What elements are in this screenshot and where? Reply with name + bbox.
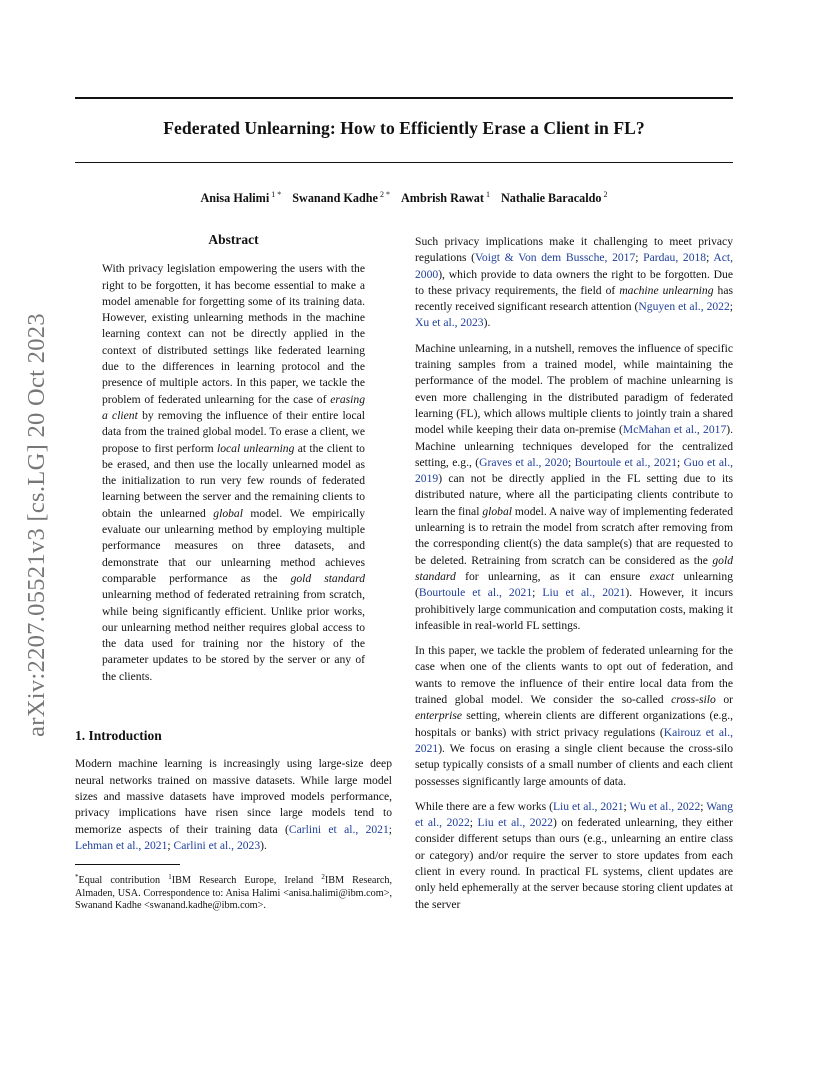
footnote-rule (75, 864, 180, 865)
author-name: Nathalie Baracaldo (500, 191, 602, 205)
abstract-heading: Abstract (208, 232, 259, 247)
body-paragraph: While there are a few works (Liu et al., 2021; Wu et al., 2022; Wang et al., 2022; Liu et al., 2022) on federated unlearning, they either consider different setups than ours (e.g., unlearning an entire class or category) and/or require the server to store updates from each client in every round. In practical FL systems, client updates are only held ephemerally at the server because storing client updates at the server (415, 799, 734, 911)
abstract-text: With privacy legislation empowering the users with the right to be forgotten, it has become essential to make a model amenable for forgetting some of its training data. However, existing unlearning methods in the machine learning context can not be directly applied in the context of distributed settings like federated learning due to the differences in learning protocol and the presence of multiple actors. In this paper, we tackle the problem of federated unlearning for the case of erasing a client by removing the influence of their entire local data from the trained global model. To erase a client, we propose to first perform local unlearning at the client to be erased, and then use the locally unlearned model as the initialization to run very few rounds of federated learning between the server and the remaining clients to obtain the unlearned global model. We empirically evaluate our unlearning method by employing multiple performance measures on three datasets, and demonstrate that our unlearning method achieves comparable performance as the gold standard unlearning method of federated retraining from scratch, while being significantly efficient. Unlike prior works, our unlearning method neither requires global access to the data used for training nor the history of the parameter updates to be stored by the server or any of the clients. (102, 262, 365, 683)
author-list (75, 190, 733, 206)
citation-link[interactable]: Liu et al., 2021 (542, 586, 626, 600)
author-name: Swanand Kadhe (292, 191, 378, 205)
citation-link[interactable]: Act, 2000 (415, 251, 733, 281)
author-name: Anisa Halimi (200, 191, 270, 205)
citation-link[interactable]: Kairouz et al., 2021 (415, 725, 733, 755)
citation-link[interactable]: Voigt & Von dem Bussche, 2017 (475, 251, 636, 265)
citation-link[interactable]: Liu et al., 2022 (477, 816, 553, 830)
right-column (415, 234, 733, 922)
citation-link[interactable]: Carlini et al., 2021 (288, 822, 389, 836)
citation-link[interactable]: Liu et al., 2021 (552, 799, 624, 813)
author-affiliation: 1 (485, 190, 490, 199)
top-rule (75, 97, 733, 99)
body-paragraph: Machine unlearning, in a nutshell, removes the influence of specific training samples from a trained model, while maintaining the performance of the model. The problem of machine unlearning is even more challenging in the distributed paradigm of federated learning (FL), which allows multiple clients to jointly train a shared model while keeping their data on-premise (McMahan et al., 2017). Machine unlearning techniques developed for the centralized setting, e.g., (Graves et al., 2020; Bourtoule et al., 2021; Guo et al., 2019) can not be directly applied in the FL setting due to its distributed nature, where all the participating clients contribute to learn the final global model. A naive way of implementing federated unlearning is to retrain the model from scratch after removing from the corresponding client(s) the data sample(s) that are requested to be deleted. Retraining from scratch can be considered as the gold standard for unlearning, as it can ensure exact unlearning (Bourtoule et al., 2021; Liu et al., 2021). However, it incurs prohibitively large communication and computation costs, making it infeasible in real-world FL settings. (415, 341, 734, 632)
citation-link[interactable]: Wu et al., 2022 (629, 799, 701, 813)
author-name: Ambrish Rawat (400, 191, 484, 205)
author-affiliation: 2 * (379, 190, 390, 199)
author-affiliation: 2 (603, 190, 608, 199)
citation-link[interactable]: Wang et al., 2022 (415, 799, 733, 830)
intro-paragraph: Modern machine learning is increasingly using large-size deep neural networks trained on massive datasets. While large model sizes and massive datasets have improved models performance, privacy implications have risen since large models tend to memorize aspects of their training data (Carlini et al., 2021; Lehman et al., 2021; Carlini et al., 2023). (75, 757, 392, 852)
author (501, 191, 608, 205)
citation-link[interactable]: Bourtoule et al., 2021 (418, 586, 533, 600)
title-bottom-rule (75, 162, 733, 163)
citation-link[interactable]: McMahan et al., 2017 (622, 423, 727, 437)
author (292, 191, 390, 205)
section-heading-introduction: 1. Introduction (75, 728, 162, 744)
citation-link[interactable]: Nguyen et al., 2022 (638, 300, 730, 314)
citation-link[interactable]: Pardau, 2018 (643, 251, 707, 265)
citation-link[interactable]: Carlini et al., 2023 (173, 838, 261, 852)
citation-link[interactable]: Xu et al., 2023 (415, 316, 484, 330)
author (200, 191, 281, 205)
body-paragraph: Such privacy implications make it challenging to meet privacy regulations (Voigt & Von dem Bussche, 2017; Pardau, 2018; Act, 2000), which provide to data owners the right to be forgotten. Due to these privacy requirements, the field of machine unlearning has recently received significant research attention (Nguyen et al., 2022; Xu et al., 2023). (415, 235, 734, 330)
body-paragraph: In this paper, we tackle the problem of federated unlearning for the case when one of the clients wants to opt out of federation, and wants to remove the influence of their entire local data from the trained global model. We consider the so-called cross-silo or enterprise setting, wherein clients are different organizations (e.g., hospitals or banks) with strict privacy regulations (Kairouz et al., 2021). We focus on erasing a single client because the cross-silo setup typically consists of a small number of clients and each client possesses significantly large amounts of data. (415, 644, 733, 788)
citation-link[interactable]: Graves et al., 2020 (479, 455, 568, 469)
author (401, 191, 490, 205)
arxiv-identifier: arXiv:2207.05521v3 [cs.LG] 20 Oct 2023 (23, 313, 50, 737)
citation-link[interactable]: Guo et al., 2019 (415, 455, 734, 486)
footnote: *Equal contribution $^1$IBM Research Europe, Ireland $^2$IBM Research, Almaden, USA. Correspondence to: Anisa Halimi <anisa.halimi@ibm.com>, Swanand Kadhe <swanand.kadhe@ibm.com>. (75, 873, 392, 912)
author-affiliation: 1 * (271, 190, 282, 199)
citation-link[interactable]: Lehman et al., 2021 (75, 838, 168, 852)
paper-title: Federated Unlearning: How to Efficiently Erase a Client in FL? (163, 118, 645, 138)
left-column (75, 232, 392, 913)
citation-link[interactable]: Bourtoule et al., 2021 (574, 455, 678, 469)
